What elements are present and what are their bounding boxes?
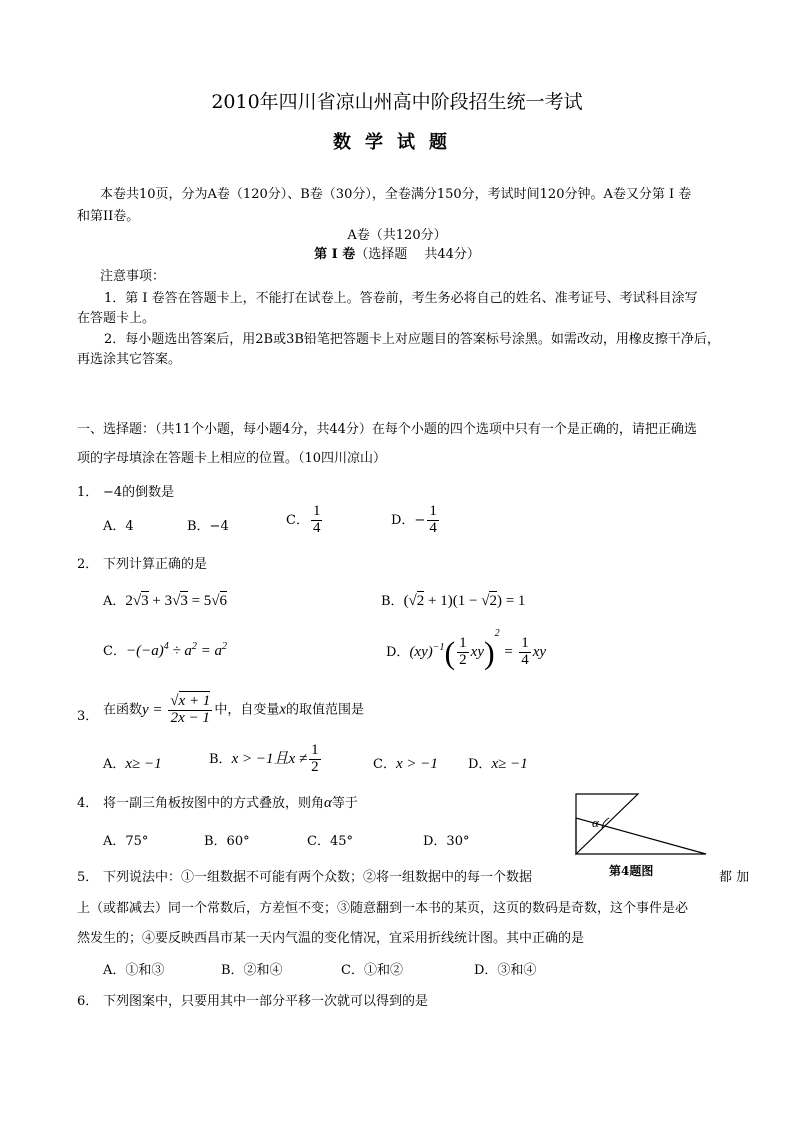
q3-stem-post: 中，自变量 [214, 702, 280, 718]
q3-option-d-label: D． [468, 757, 492, 772]
intro-line-1: 本卷共10页，分为A卷（120分）、B卷（30分），全卷满分150分，考试时间120分钟。A卷又分第 I 卷 [100, 187, 692, 202]
q3-option-b [209, 743, 323, 776]
q4-option-d: D．30° [423, 834, 470, 849]
q2-stem: 下列计算正确的是 [103, 557, 208, 572]
q1-d-numerator: 1 [429, 503, 437, 519]
q3-b-numerator: 1 [311, 742, 319, 758]
q2-option-c [103, 640, 227, 660]
q1-option-d-fraction [427, 504, 439, 537]
exam-title: 2010年四川省凉山州高中阶段招生统一考试 [211, 91, 583, 113]
q1-option-a: A．4 [103, 519, 134, 534]
q4-triangle-figure [572, 790, 712, 860]
q2-option-a [103, 590, 227, 610]
q1-option-c [286, 504, 324, 537]
q6-stem: 下列图案中，只要用其中一部分平移一次就可以得到的是 [103, 994, 429, 1009]
q2-number: 2． [77, 557, 99, 572]
q6-number: 6． [77, 994, 99, 1009]
q1-option-d-label: D．− [391, 512, 426, 528]
q1-c-denominator: 4 [312, 519, 321, 536]
q3-option-c-label: C． [373, 757, 396, 772]
q2-option-b [381, 590, 525, 610]
q5-option-a: A．①和③ [103, 963, 165, 978]
note-2-line-2: 再选涂其它答案。 [77, 352, 182, 367]
q4-figure-alpha: α [592, 815, 599, 830]
q5-line-3: 然发生的；④要反映西昌市某一天内气温的变化情况，宜采用折线统计图。其中正确的是 [77, 931, 585, 946]
q5-option-c: C．①和② [341, 963, 403, 978]
a-volume-heading: A卷（共120分） [347, 228, 447, 243]
q4-stem-text: 将一副三角板按图中的方式叠放，则角 [103, 796, 325, 811]
q1-option-b: B．−4 [187, 519, 229, 534]
q2-option-a-expression: 2√3 + 3√3 = 5√6 [125, 593, 228, 609]
q1-c-numerator: 1 [312, 503, 321, 519]
notes-title: 注意事项： [100, 269, 166, 284]
q1-option-c-fraction [311, 504, 323, 537]
q3-stem-end: 的取值范围是 [286, 702, 365, 718]
q4-alpha: α [324, 795, 332, 811]
q3-option-b-fraction [309, 743, 321, 776]
q3-option-a-expression: x≥ −1 [125, 756, 162, 772]
q1-option-c-label: C． [286, 512, 309, 528]
q5-line-1: 下列说法中：①一组数据不可能有两个众数；②将一组数据中的每一个数据 [103, 870, 533, 885]
q3-function-expression: y = $\frac{√x + 1}{2x - 1}$ [142, 693, 211, 726]
q5-option-d: D．③和④ [474, 963, 537, 978]
q1-number: 1． [77, 485, 99, 500]
q4-stem [103, 792, 358, 812]
q3-number: 3． [77, 709, 99, 724]
section-1-heading [0, 243, 794, 262]
q4-stem-end: 等于 [331, 796, 358, 811]
q1-stem: −4的倒数是 [103, 485, 175, 500]
q5-number: 5． [77, 870, 99, 885]
q2-option-b-label: B． [381, 594, 404, 609]
section-1-rest: （选择题 共44分） [355, 247, 480, 262]
q3-option-d-expression: x≥ −1 [491, 756, 528, 772]
part-1-line-2: 项的字母填涂在答题卡上相应的位置。（10四川凉山） [77, 451, 387, 466]
exam-subtitle: 数学试题 [333, 132, 461, 153]
note-1-line-2: 在答题卡上。 [77, 311, 156, 326]
q4-option-b: B．60° [204, 834, 250, 849]
q3-option-d [468, 753, 528, 773]
section-1-bold: 第 I 卷 [314, 247, 356, 262]
note-2-line-1: 2．每小题选出答案后，用2B或3B铅笔把答题卡上对应题目的答案标号涂黑。如需改动，用橡皮擦干净后， [104, 332, 720, 347]
q2-option-b-expression: (√2 + 1)(1 − √2) = 1 [403, 593, 526, 609]
q3-stem [103, 694, 364, 727]
q2-option-d-expression: (xy)$^{-1}$( $\frac{1}{2}$ xy)$^2$ = $\frac{1}{4}$ xy [409, 628, 547, 671]
q4-option-c: C．45° [307, 834, 353, 849]
q1-d-denominator: 4 [429, 519, 437, 536]
q3-option-b-label: B． [209, 751, 232, 767]
q3-stem-pre: 在函数 [103, 702, 143, 718]
q3-option-b-expression: x > −1且x ≠ [231, 750, 308, 767]
q5-line-2: 上（或都减去）同一个常数后，方差恒不变；③随意翻到一本书的某页，这页的数码是奇数，这个事件是必 [77, 901, 689, 916]
note-1-line-1: 1．第 I 卷答在答题卡上，不能打在试卷上。答卷前，考生务必将自己的姓名、准考证号、考试科目涂写 [104, 291, 698, 306]
q1-option-d [391, 504, 441, 537]
q2-option-d [386, 628, 546, 669]
q4-number: 4． [77, 796, 99, 811]
intro-line-2: 和第II卷。 [77, 209, 140, 224]
q3-b-denominator: 2 [311, 758, 319, 775]
q3-option-c-expression: x > −1 [395, 756, 438, 772]
part-1-line-1: 一、选择题：（共11个小题，每小题4分，共44分）在每个小题的四个选项中只有一个是正确的，请把正确选 [77, 422, 697, 437]
q2-option-c-label: C． [103, 644, 126, 659]
q2-option-a-label: A． [103, 594, 126, 609]
q2-option-d-label: D． [386, 645, 410, 660]
q5-option-b: B．②和④ [221, 963, 283, 978]
q3-option-a [103, 753, 162, 773]
q3-variable: x [279, 701, 286, 718]
q4-figure-caption: 第4题图 [609, 864, 654, 878]
q4-option-a: A．75° [103, 834, 149, 849]
q2-option-c-expression: $-(-a)^4 \div a^2 = a^2$ [125, 641, 228, 659]
q3-option-c [373, 753, 438, 773]
q5-line-1-tail: 都 加 [719, 870, 750, 885]
q3-option-a-label: A． [103, 757, 126, 772]
q4-triangle-45 [576, 794, 638, 854]
